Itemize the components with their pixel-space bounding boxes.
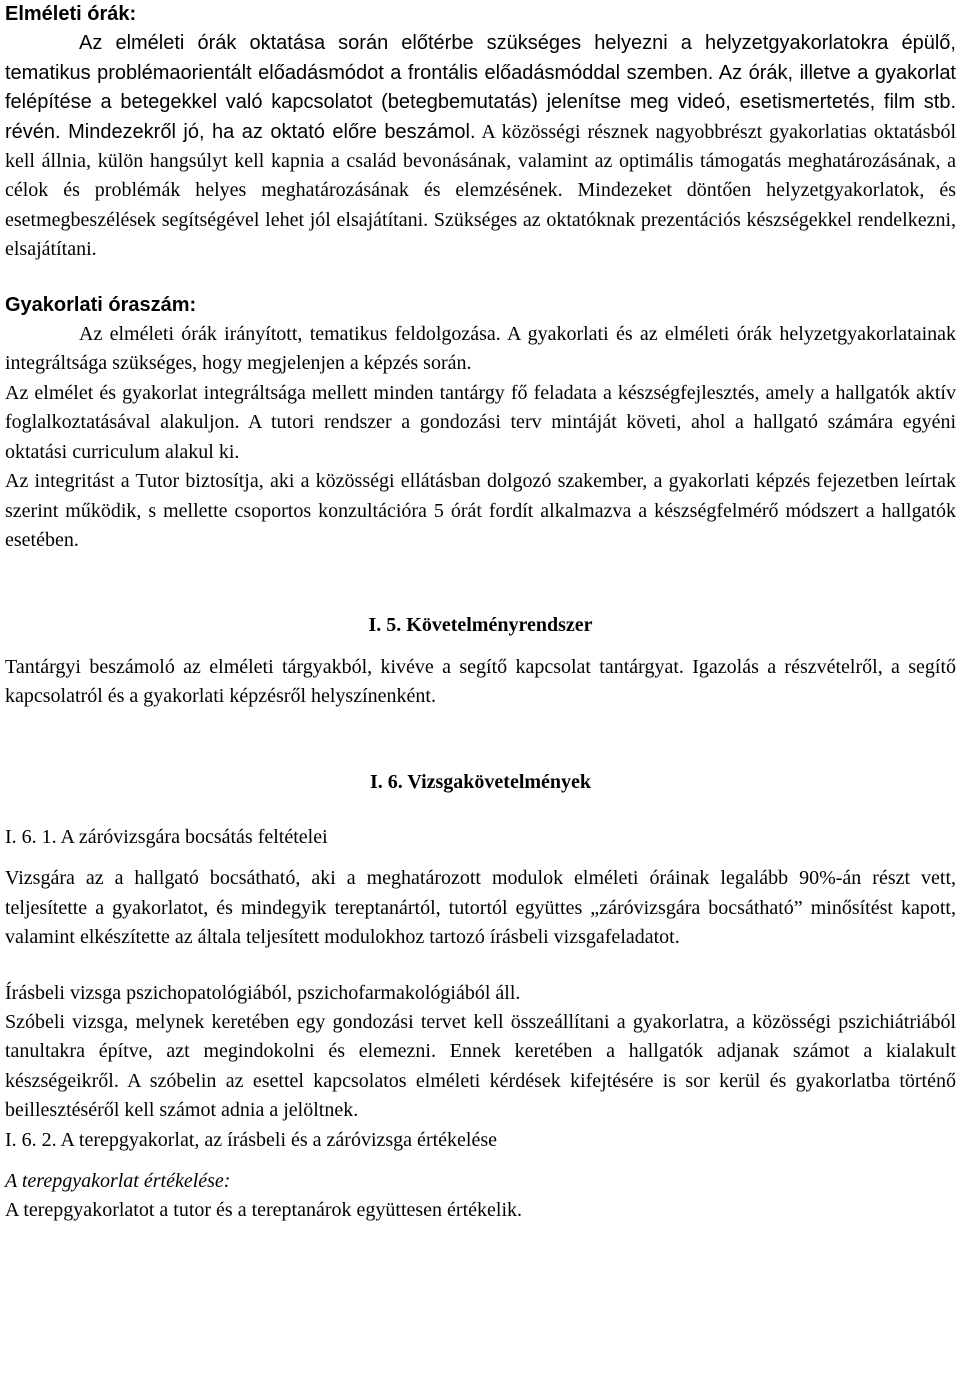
paragraph-kovetelmenyrendszer: Tantárgyi beszámoló az elméleti tárgyakból, kivéve a segítő kapcsolat tantárgyat. Igazolás a részvételről, a segítő kapcsolatról és a gyakorlati képzésről helyszínenként.: [5, 655, 956, 708]
spacer: [5, 641, 956, 653]
paragraph-sans-segment: Az elméleti órák oktatása során előtérbe szükséges helyezni a helyzetgyakorlatokra épülő, tematikus problémaorientált előadásmódot a frontális előadásmóddal szemben. Az órák, illetve a gyakorlat felépítése a betegekkel való kapcsolatot (betegbemutatás) jelenítse meg videó, esetismertetés, film stb. révén. Mindezekről jó, ha az oktató előre beszámol.: [5, 32, 956, 143]
paragraph-gyakorlati-3: Az integritást a Tutor biztosítja, aki a közösségi ellátásban dolgozó szakember, a gyakorlati képzés fejezetben leírtak szerint működik, s mellette csoportos konzultációra 5 órát fordít alkalmazva a készségfelmérő módszert a hallgatók esetében.: [5, 470, 956, 551]
subsection-title-ertekeles: I. 6. 2. A terepgyakorlat, az írásbeli és a záróvizsga értékelése: [5, 1128, 498, 1151]
spacer: [5, 797, 956, 823]
spacer: [5, 953, 956, 979]
spacer: [5, 712, 956, 768]
section-title-vizsgakovetelmenyek: I. 6. Vizsgakövetelmények: [369, 770, 592, 793]
italic-label-terepgyakorlat-ertekelese: A terepgyakorlat értékelése:: [5, 1170, 231, 1192]
paragraph-gyakorlati-1: Az elméleti órák irányított, tematikus feldolgozása. A gyakorlati és az elméleti órák helyzetgyakorlatainak integráltsága szükséges, hogy megjelenjen a képzés során.: [5, 323, 956, 375]
section-heading-elmeleti-orak: Elméleti órák:: [5, 3, 137, 25]
paragraph-szobeli-vizsga: Szóbeli vizsga, melynek keretében egy gondozási tervet kell összeállítani a gyakorlatra, a közösségi pszichiátriából tanultakra építve, azt megindokolni és elemezni. Ennek keretében a hallgatók adjanak számot a kialakult készségeikről. A szóbelin az esettel kapcsolatos elméleti kérdések kifejtésére is sor kerül és gyakorlatba történő beillesztéséről kell számot adnia a jelöltnek.: [5, 1010, 956, 1122]
section-heading-gyakorlati-oraszam: Gyakorlati óraszám:: [5, 293, 197, 316]
spacer: [5, 555, 956, 611]
spacer: [5, 265, 956, 291]
paragraph-serif-segment: A közösségi résznek nagyobbrészt gyakorlatias oktatásból kell állnia, külön hangsúlyt kell kapnia a család bevonásának, valamint az optimális támogatás meghatározásának, a célok és problémák helyes meghatározásának és elemzésének. Mindezeket döntően helyzetgyakorlatok, és esetmegbeszélések segítségével lehet jól elsajátítani. Szükséges az oktatóknak prezentációs készségekkel rendelkezni, elsajátítani.: [5, 120, 956, 261]
paragraph-terepgyakorlat-ertekeles: A terepgyakorlatot a tutor és a tereptanárok együttesen értékelik.: [5, 1199, 523, 1222]
spacer: [5, 1155, 956, 1167]
paragraph-vizsgara-bocsathato: Vizsgára az a hallgató bocsátható, aki a meghatározott modulok elméleti óráinak legalább 90%-án részt vett, teljesítette a gyakorlatot, és mindegyik tereptanártól, tutortól együttes „záróvizsgára bocsátható” minősítést kapott, valamint elkészítette az általa teljesített modulokhoz tartozó írásbeli vizsgafeladatot.: [5, 867, 956, 949]
subsection-title-zarovizsga-feltetelei: I. 6. 1. A záróvizsgára bocsátás feltételei: [5, 825, 328, 848]
section-title-kovetelmenyrendszer: I. 5. Követelményrendszer: [368, 614, 593, 637]
paragraph-gyakorlati-2: Az elmélet és gyakorlat integráltsága mellett minden tantárgy fő feladata a készségfejlesztés, amely a hallgatók aktív foglalkoztatásával alakuljon. A tutori rendszer a gondozási terv mintáját követi, ahol a hallgató számára egyéni oktatási curriculum alakul ki.: [5, 381, 956, 463]
paragraph-irasbeli-vizsga: Írásbeli vizsga pszichopatológiából, pszichofarmakológiából áll.: [5, 981, 521, 1004]
spacer: [5, 852, 956, 864]
paragraph-elmeleti-orak: [5, 29, 956, 264]
